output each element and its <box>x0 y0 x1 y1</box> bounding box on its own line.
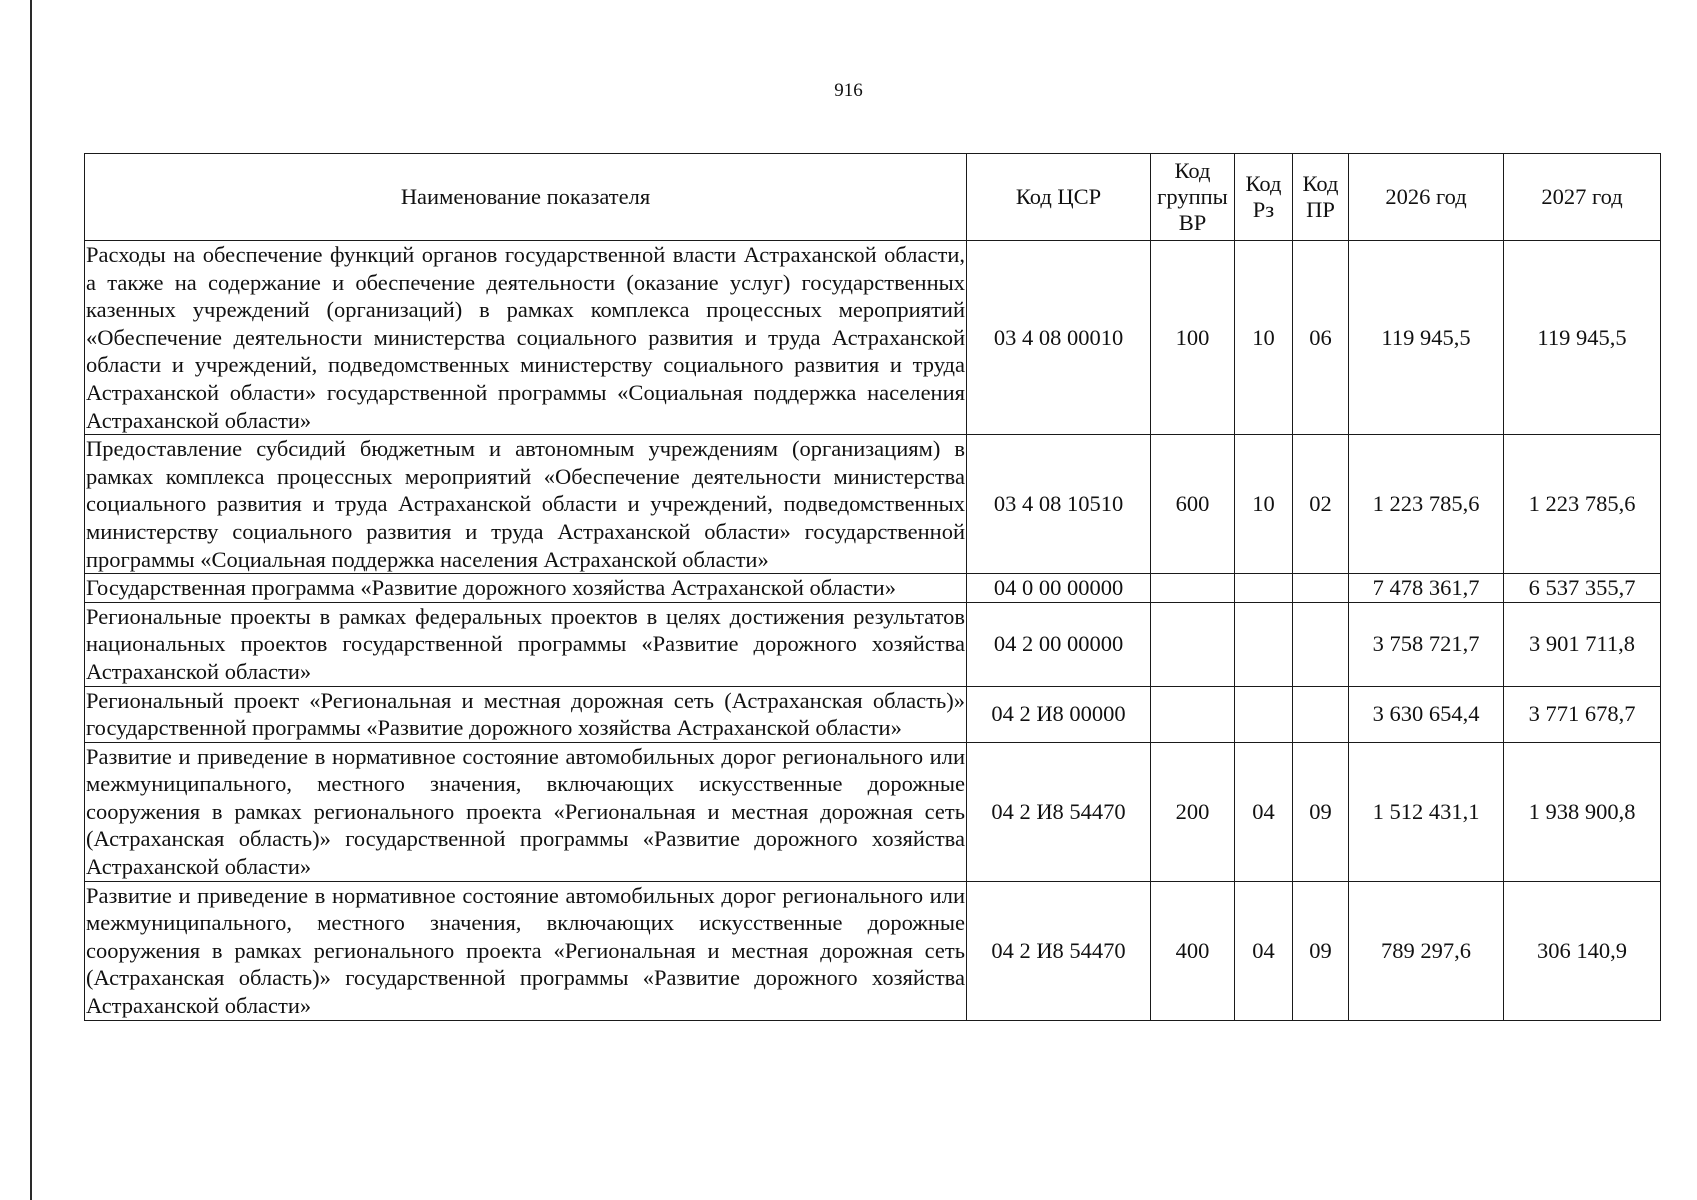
row-name: Предоставление субсидий бюджетным и автономным учреждениям (организациям) в рамках комплекса процессных мероприятий «Обеспечение деятельности министерства социального развития и труда Астраханской области и учреждений, подведомственных министерству социального развития и труда Астраханской области» государственной программы «Социальная поддержка населения Астраханской области» <box>85 435 967 574</box>
row-rz: 04 <box>1235 881 1293 1020</box>
row-pr <box>1293 686 1349 742</box>
row-name: Развитие и приведение в нормативное состояние автомобильных дорог регионального или межмуниципального, местного значения, включающих искусственные дорожные сооружения в рамках регионального проекта «Региональная и местная дорожная сеть (Астраханская область)» государственной программы «Развитие дорожного хозяйства Астраханской области» <box>85 881 967 1020</box>
row-csr: 03 4 08 10510 <box>967 435 1151 574</box>
row-pr: 09 <box>1293 742 1349 881</box>
row-vr <box>1151 686 1235 742</box>
row-pr: 09 <box>1293 881 1349 1020</box>
table-row <box>85 435 1661 574</box>
row-2026: 7 478 361,7 <box>1349 574 1504 603</box>
row-2027: 1 223 785,6 <box>1504 435 1661 574</box>
header-pr: Код ПР <box>1293 154 1349 241</box>
page-number: 916 <box>834 80 863 101</box>
row-pr <box>1293 574 1349 603</box>
row-2026: 3 758 721,7 <box>1349 602 1504 686</box>
header-2026: 2026 год <box>1349 154 1504 241</box>
row-2027: 3 901 711,8 <box>1504 602 1661 686</box>
row-name: Региональный проект «Региональная и местная дорожная сеть (Астраханская область)» государственной программы «Развитие дорожного хозяйства Астраханской области» <box>85 686 967 742</box>
row-2026: 119 945,5 <box>1349 241 1504 435</box>
row-vr: 400 <box>1151 881 1235 1020</box>
row-2026: 3 630 654,4 <box>1349 686 1504 742</box>
row-name: Региональные проекты в рамках федеральных проектов в целях достижения результатов национальных проектов государственной программы «Развитие дорожного хозяйства Астраханской области» <box>85 602 967 686</box>
header-rz: Код Рз <box>1235 154 1293 241</box>
row-vr: 600 <box>1151 435 1235 574</box>
row-vr <box>1151 574 1235 603</box>
row-vr: 100 <box>1151 241 1235 435</box>
row-csr: 03 4 08 00010 <box>967 241 1151 435</box>
budget-table <box>84 153 1661 1021</box>
row-rz <box>1235 574 1293 603</box>
header-2027: 2027 год <box>1504 154 1661 241</box>
row-rz: 10 <box>1235 241 1293 435</box>
row-2027: 1 938 900,8 <box>1504 742 1661 881</box>
row-2026: 1 512 431,1 <box>1349 742 1504 881</box>
row-csr: 04 2 И8 54470 <box>967 881 1151 1020</box>
row-pr: 06 <box>1293 241 1349 435</box>
header-csr: Код ЦСР <box>967 154 1151 241</box>
table-row <box>85 686 1661 742</box>
row-csr: 04 0 00 00000 <box>967 574 1151 603</box>
scan-edge-line <box>30 0 32 1200</box>
row-csr: 04 2 00 00000 <box>967 602 1151 686</box>
row-rz <box>1235 602 1293 686</box>
row-2027: 6 537 355,7 <box>1504 574 1661 603</box>
row-name: Расходы на обеспечение функций органов государственной власти Астраханской области, а также на содержание и обеспечение деятельности (оказание услуг) государственных казенных учреждений (организаций) в рамках комплекса процессных мероприятий «Обеспечение деятельности министерства социального развития и труда Астраханской области и учреждений, подведомственных министерству социального развития и труда Астраханской области» государственной программы «Социальная поддержка населения Астраханской области» <box>85 241 967 435</box>
row-vr <box>1151 602 1235 686</box>
row-2026: 1 223 785,6 <box>1349 435 1504 574</box>
row-rz: 10 <box>1235 435 1293 574</box>
table-row <box>85 602 1661 686</box>
row-name: Государственная программа «Развитие дорожного хозяйства Астраханской области» <box>85 574 967 603</box>
table-row <box>85 742 1661 881</box>
row-rz: 04 <box>1235 742 1293 881</box>
row-2027: 3 771 678,7 <box>1504 686 1661 742</box>
row-csr: 04 2 И8 54470 <box>967 742 1151 881</box>
row-2027: 119 945,5 <box>1504 241 1661 435</box>
row-rz <box>1235 686 1293 742</box>
table-row <box>85 241 1661 435</box>
header-vr: Код группы ВР <box>1151 154 1235 241</box>
table-header-row <box>85 154 1661 241</box>
row-pr <box>1293 602 1349 686</box>
row-csr: 04 2 И8 00000 <box>967 686 1151 742</box>
row-vr: 200 <box>1151 742 1235 881</box>
row-2026: 789 297,6 <box>1349 881 1504 1020</box>
row-pr: 02 <box>1293 435 1349 574</box>
row-name: Развитие и приведение в нормативное состояние автомобильных дорог регионального или межмуниципального, местного значения, включающих искусственные дорожные сооружения в рамках регионального проекта «Региональная и местная дорожная сеть (Астраханская область)» государственной программы «Развитие дорожного хозяйства Астраханской области» <box>85 742 967 881</box>
row-2027: 306 140,9 <box>1504 881 1661 1020</box>
table-row <box>85 574 1661 603</box>
header-name: Наименование показателя <box>85 154 967 241</box>
table-row <box>85 881 1661 1020</box>
